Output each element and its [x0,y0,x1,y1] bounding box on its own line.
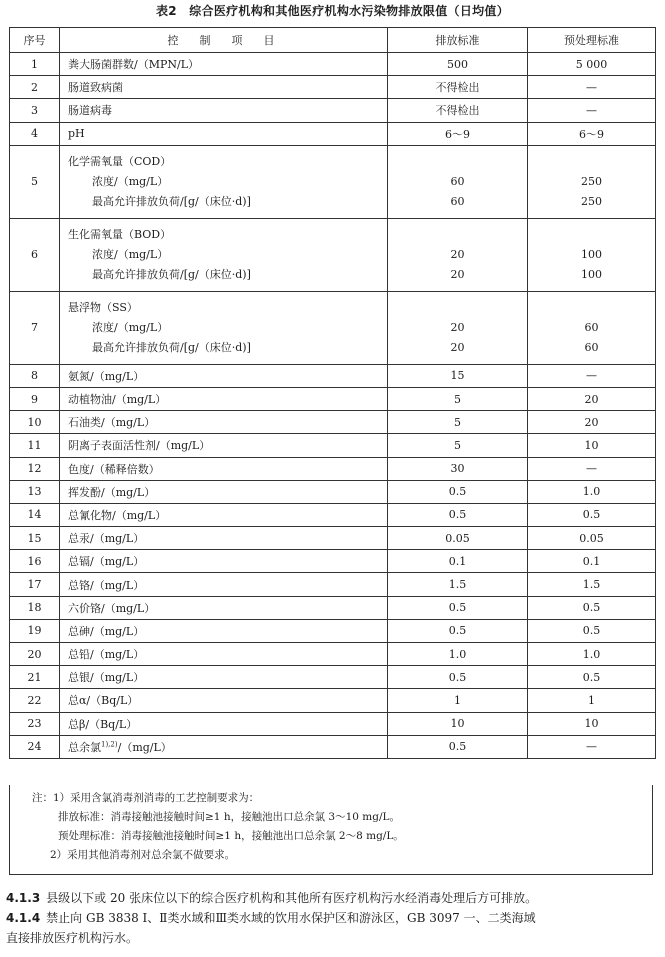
row-number-text: 12 [27,462,42,476]
item-name: 总β/（Bq/L） [68,717,138,731]
row-number [10,619,60,642]
table-row [10,712,656,735]
row-item [60,689,388,712]
row-number-text: 23 [27,717,42,731]
row-item [60,53,388,76]
row-item [60,99,388,122]
row-item [60,480,388,503]
discharge-value: 6～9 [445,127,470,141]
discharge-value: 1.5 [448,578,467,592]
row-item [60,666,388,689]
row-item [60,434,388,457]
row-pretreatment [528,387,656,410]
row-discharge [388,218,528,291]
row-discharge [388,643,528,666]
pretreatment-value: 0.5 [582,624,601,638]
row-pretreatment [528,480,656,503]
row-number-text: 15 [27,531,42,545]
row-number-text: 7 [31,321,38,335]
row-discharge [388,735,528,758]
discharge-value: 1 [454,693,461,707]
row-discharge [388,503,528,526]
table-row [10,364,656,387]
item-name: 总汞/（mg/L） [68,532,145,546]
discharge-concentration: 20 [450,247,465,261]
table-row [10,457,656,480]
table-row [10,527,656,550]
header-pretreatment: 预处理标准 [528,28,656,53]
pretreatment-value: — [586,80,597,94]
item-name: 阴离子表面活性剂/（mg/L） [68,439,211,453]
item-sub-concentration: 浓度/（mg/L） [92,174,169,188]
table-header-row [10,28,656,53]
pretreatment-value: 10 [584,717,599,731]
row-pretreatment [528,218,656,291]
table-row [10,145,656,218]
row-pretreatment [528,99,656,122]
clause-text: 禁止向 GB 3838 Ⅰ、Ⅱ类水域和Ⅲ类水域的饮用水保护区和游泳区，GB 3097 一、二类海域 [46,911,536,925]
row-number [10,573,60,596]
item-sub-concentration: 浓度/（mg/L） [92,320,169,334]
pretreatment-value: 0.05 [579,531,604,545]
row-item [60,619,388,642]
body-paragraphs [6,888,661,948]
row-pretreatment [528,457,656,480]
pretreatment-concentration: 250 [581,174,602,188]
row-discharge [388,411,528,434]
pretreatment-value: 0.1 [582,554,601,568]
table-row [10,387,656,410]
header-discharge: 排放标准 [388,28,528,53]
table-notes [9,785,653,875]
clause-number: 4.1.3 [6,891,41,905]
row-pretreatment [528,666,656,689]
item-sub-load: 最高允许排放负荷/[g/（床位·d)] [92,340,251,354]
table-row [10,550,656,573]
discharge-concentration: 20 [450,320,465,334]
row-discharge [388,527,528,550]
discharge-value: 0.5 [448,740,467,754]
row-discharge [388,76,528,99]
item-name: 石油类/（mg/L） [68,416,156,430]
row-discharge [388,596,528,619]
pretreatment-concentration: 100 [581,247,602,261]
pretreatment-value: 1.0 [582,485,601,499]
item-name: 挥发酚/（mg/L） [68,485,156,499]
row-number [10,503,60,526]
row-number [10,364,60,387]
row-item [60,550,388,573]
table-row [10,434,656,457]
row-number [10,550,60,573]
table-row [10,503,656,526]
row-pretreatment [528,643,656,666]
clause-text: 县级以下或 20 张床位以下的综合医疗机构和其他所有医疗机构污水经消毒处理后方可排放。 [46,891,538,905]
discharge-value: 0.05 [445,531,470,545]
row-pretreatment [528,53,656,76]
row-discharge [388,573,528,596]
discharge-value: 10 [450,717,465,731]
row-item [60,573,388,596]
row-pretreatment [528,364,656,387]
row-pretreatment [528,735,656,758]
item-name: 肠道病毒 [68,104,112,118]
discharge-value: 15 [450,369,465,383]
row-number-text: 22 [27,693,42,707]
row-pretreatment [528,411,656,434]
item-name: 色度/（稀释倍数） [68,462,160,476]
item-name: 粪大肠菌群数/（MPN/L） [68,58,200,72]
discharge-value: 1.0 [448,647,467,661]
discharge-value: 0.5 [448,485,467,499]
table-row [10,99,656,122]
row-number [10,457,60,480]
table-row [10,218,656,291]
pretreatment-value: 6～9 [579,127,604,141]
row-item [60,735,388,758]
item-name: 总银/（mg/L） [68,671,145,685]
row-discharge [388,53,528,76]
row-discharge [388,364,528,387]
row-pretreatment [528,527,656,550]
discharge-value: 不得检出 [435,81,480,95]
table-row [10,53,656,76]
row-item [60,712,388,735]
discharge-load: 20 [450,267,465,281]
table-row [10,291,656,364]
row-pretreatment [528,434,656,457]
pretreatment-value: — [586,740,597,754]
row-item [60,291,388,364]
row-pretreatment [528,712,656,735]
row-number-text: 16 [27,554,42,568]
row-item [60,596,388,619]
paragraph-4-1-4-cont: 直接排放医疗机构污水。 [6,931,139,945]
discharge-load: 60 [450,194,465,208]
pretreatment-value: 0.5 [582,508,601,522]
item-name: 总铅/（mg/L） [68,648,145,662]
row-number [10,122,60,145]
discharge-value: 5 [454,415,461,429]
item-name: 总余氯 [68,740,101,754]
clause-number: 4.1.4 [6,911,41,925]
table-row [10,619,656,642]
pretreatment-value: 20 [584,392,599,406]
discharge-value: 0.5 [448,624,467,638]
header-item: 控 制 项 目 [60,28,388,53]
row-pretreatment [528,291,656,364]
item-sub-concentration: 浓度/（mg/L） [92,247,169,261]
table-row [10,573,656,596]
table-row [10,122,656,145]
row-number [10,666,60,689]
row-pretreatment [528,122,656,145]
pretreatment-value: — [586,462,597,476]
row-item [60,527,388,550]
row-pretreatment [528,619,656,642]
item-name: 总砷/（mg/L） [68,624,145,638]
row-item [60,145,388,218]
discharge-value: 0.5 [448,601,467,615]
row-discharge [388,666,528,689]
row-discharge [388,99,528,122]
table-title: 表2 综合医疗机构和其他医疗机构水污染物排放限值（日均值） [155,4,510,18]
pretreatment-value: — [586,103,597,117]
row-number-text: 18 [27,601,42,615]
discharge-value: 500 [447,57,468,71]
pretreatment-load: 250 [581,194,602,208]
row-discharge [388,457,528,480]
table-row [10,666,656,689]
item-sub-load: 最高允许排放负荷/[g/（床位·d)] [92,267,251,281]
row-number-text: 1 [31,57,38,71]
pretreatment-value: 0.5 [582,670,601,684]
discharge-load: 20 [450,340,465,354]
row-item [60,457,388,480]
row-discharge [388,689,528,712]
row-pretreatment [528,596,656,619]
table-row [10,689,656,712]
row-number-text: 13 [27,485,42,499]
row-discharge [388,145,528,218]
row-number-text: 2 [31,80,38,94]
row-pretreatment [528,145,656,218]
item-name: 肠道致病菌 [68,81,123,95]
pretreatment-concentration: 60 [584,320,599,334]
item-name: 总氰化物/（mg/L） [68,508,167,522]
item-name: pH [68,127,85,141]
discharge-value: 30 [450,462,465,476]
row-discharge [388,712,528,735]
row-item [60,364,388,387]
row-number-text: 17 [27,578,42,592]
table-row [10,735,656,758]
row-number [10,145,60,218]
row-number-text: 11 [27,438,42,452]
pretreatment-value: 20 [584,415,599,429]
discharge-value: 0.5 [448,670,467,684]
row-number [10,387,60,410]
pretreatment-load: 60 [584,340,599,354]
item-name: 悬浮物（SS） [68,300,138,314]
row-number-text: 21 [27,670,42,684]
row-number-text: 20 [27,647,42,661]
row-pretreatment [528,550,656,573]
discharge-limits-table [9,27,656,759]
row-number-text: 10 [27,415,42,429]
note-1: 注：1）采用含氯消毒剂消毒的工艺控制要求为： [32,792,260,804]
row-item [60,411,388,434]
row-number [10,596,60,619]
row-number-text: 19 [27,624,42,638]
row-discharge [388,122,528,145]
row-number-text: 3 [31,103,38,117]
discharge-value: 5 [454,438,461,452]
note-1-discharge: 排放标准：消毒接触池接触时间≥1 h，接触池出口总余氯 3～10 mg/L。 [58,811,400,823]
row-number [10,411,60,434]
discharge-value: 0.5 [448,508,467,522]
header-no: 序号 [10,28,60,53]
table-row [10,596,656,619]
item-name: 总α/（Bq/L） [68,694,139,708]
row-number-text: 14 [27,508,42,522]
item-name: 总铬/（mg/L） [68,578,145,592]
pretreatment-value: 0.5 [582,601,601,615]
table-row [10,76,656,99]
item-name: 化学需氧量（COD） [68,154,172,168]
pretreatment-value: 1.5 [582,578,601,592]
table-row [10,643,656,666]
pretreatment-value: 1.0 [582,647,601,661]
row-number [10,735,60,758]
row-number [10,689,60,712]
row-number [10,53,60,76]
row-discharge [388,619,528,642]
row-number [10,480,60,503]
row-item [60,643,388,666]
pretreatment-value: 10 [584,438,599,452]
row-pretreatment [528,689,656,712]
row-pretreatment [528,573,656,596]
row-discharge [388,387,528,410]
row-number [10,527,60,550]
row-item [60,218,388,291]
discharge-value: 不得检出 [435,104,480,118]
item-name: 动植物油/（mg/L） [68,393,167,407]
row-discharge [388,550,528,573]
item-footnote-ref: 1),2) [101,740,118,749]
note-1-pretreatment: 预处理标准：消毒接触池接触时间≥1 h，接触池出口总余氯 2～8 mg/L。 [58,830,404,842]
row-pretreatment [528,503,656,526]
pretreatment-value: — [586,369,597,383]
item-sub-load: 最高允许排放负荷/[g/（床位·d)] [92,194,251,208]
row-number [10,99,60,122]
discharge-value: 0.1 [448,554,467,568]
discharge-concentration: 60 [450,174,465,188]
paragraph-4-1-3 [6,888,661,908]
pretreatment-value: 5 000 [575,57,608,71]
item-unit: /（mg/L） [117,740,172,754]
row-item [60,503,388,526]
item-name: 生化需氧量（BOD） [68,227,172,241]
row-number-text: 4 [31,127,38,141]
item-name: 氨氮/（mg/L） [68,369,145,383]
row-item [60,122,388,145]
pretreatment-value: 1 [588,693,595,707]
row-number-text: 24 [27,740,42,754]
paragraph-4-1-4 [6,908,661,928]
pretreatment-load: 100 [581,267,602,281]
row-number [10,291,60,364]
note-2: 2）采用其他消毒剂对总余氯不做要求。 [50,849,236,861]
discharge-value: 5 [454,392,461,406]
item-name: 总镉/（mg/L） [68,555,145,569]
row-number [10,643,60,666]
item-name: 六价铬/（mg/L） [68,601,156,615]
row-number [10,712,60,735]
row-number [10,218,60,291]
table-row [10,411,656,434]
row-item [60,76,388,99]
row-discharge [388,434,528,457]
row-number-text: 6 [31,248,38,262]
row-item [60,387,388,410]
row-number-text: 8 [31,369,38,383]
row-pretreatment [528,76,656,99]
row-discharge [388,480,528,503]
row-number [10,76,60,99]
table-row [10,480,656,503]
row-discharge [388,291,528,364]
row-number-text: 5 [31,175,38,189]
row-number-text: 9 [31,392,38,406]
row-number [10,434,60,457]
